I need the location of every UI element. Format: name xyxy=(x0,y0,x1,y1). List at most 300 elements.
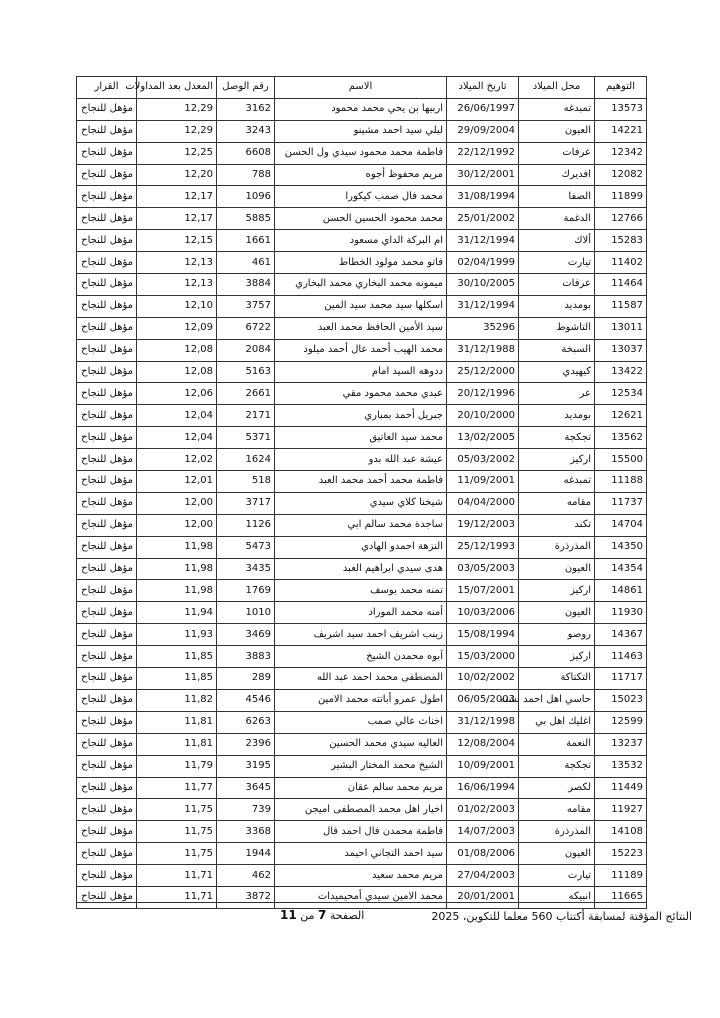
cell-receipt: 5371 xyxy=(217,427,275,449)
cell-avg: 12,17 xyxy=(137,186,217,208)
cell-code: 15500 xyxy=(595,449,647,471)
table-row xyxy=(77,142,647,164)
cell-decision: مؤهل للنجاح xyxy=(77,339,137,361)
cell-avg: 12,04 xyxy=(137,405,217,427)
cell-dob: 01/08/2006 xyxy=(447,843,519,865)
table-row xyxy=(77,821,647,843)
cell-decision: مؤهل للنجاح xyxy=(77,558,137,580)
cell-decision: مؤهل للنجاح xyxy=(77,295,137,317)
cell-birthplace: حاسي اهل احمد بشنه xyxy=(519,689,595,711)
cell-code: 15283 xyxy=(595,230,647,252)
cell-avg: 11,75 xyxy=(137,843,217,865)
cell-avg: 11,77 xyxy=(137,777,217,799)
cell-receipt: 6608 xyxy=(217,142,275,164)
cell-name: ميمونه محمد البخاري محمد البخاري xyxy=(275,274,447,296)
cell-receipt: 5163 xyxy=(217,361,275,383)
table-row xyxy=(77,755,647,777)
table-row xyxy=(77,252,647,274)
cell-dob: 20/10/2000 xyxy=(447,405,519,427)
cell-name: المصطفى محمد احمد عبد الله xyxy=(275,668,447,690)
cell-birthplace: مقامه xyxy=(519,799,595,821)
cell-avg: 12,04 xyxy=(137,427,217,449)
cell-birthplace: عرفات xyxy=(519,274,595,296)
cell-decision: مؤهل للنجاح xyxy=(77,711,137,733)
cell-dob: 29/09/2004 xyxy=(447,120,519,142)
cell-avg: 12,17 xyxy=(137,208,217,230)
cell-avg: 11,71 xyxy=(137,886,217,908)
table-row xyxy=(77,230,647,252)
cell-avg: 12,00 xyxy=(137,492,217,514)
cell-code: 11930 xyxy=(595,602,647,624)
cell-decision: مؤهل للنجاح xyxy=(77,755,137,777)
cell-dob: 16/06/1994 xyxy=(447,777,519,799)
cell-receipt: 5885 xyxy=(217,208,275,230)
cell-birthplace: تمبدغه xyxy=(519,471,595,493)
cell-decision: مؤهل للنجاح xyxy=(77,449,137,471)
cell-avg: 12,13 xyxy=(137,274,217,296)
table-row xyxy=(77,471,647,493)
cell-name: مريم محفوظ أجوه xyxy=(275,164,447,186)
cell-name: عيشة عبد الله بدو xyxy=(275,449,447,471)
table-row xyxy=(77,120,647,142)
cell-code: 11402 xyxy=(595,252,647,274)
cell-dob: 22/12/1992 xyxy=(447,142,519,164)
cell-dob: 31/12/1994 xyxy=(447,295,519,317)
table-row xyxy=(77,624,647,646)
cell-avg: 12,29 xyxy=(137,120,217,142)
table-row xyxy=(77,405,647,427)
cell-receipt: 2084 xyxy=(217,339,275,361)
cell-dob: 03/05/2003 xyxy=(447,558,519,580)
cell-decision: مؤهل للنجاح xyxy=(77,886,137,908)
cell-birthplace: تجكجة xyxy=(519,427,595,449)
cell-avg: 11,85 xyxy=(137,668,217,690)
table-row xyxy=(77,317,647,339)
cell-code: 15023 xyxy=(595,689,647,711)
cell-decision: مؤهل للنجاح xyxy=(77,777,137,799)
page-total: 11 xyxy=(280,908,297,922)
cell-name: زينب اشريف احمد سيد اشريف xyxy=(275,624,447,646)
table-row xyxy=(77,383,647,405)
table-row xyxy=(77,646,647,668)
cell-name: محمد سيد العاتيق xyxy=(275,427,447,449)
table-row xyxy=(77,711,647,733)
cell-code: 11665 xyxy=(595,886,647,908)
cell-decision: مؤهل للنجاح xyxy=(77,471,137,493)
table-row xyxy=(77,865,647,887)
cell-code: 13237 xyxy=(595,733,647,755)
cell-dob: 01/02/2003 xyxy=(447,799,519,821)
cell-receipt: 3162 xyxy=(217,98,275,120)
cell-birthplace: عرفات xyxy=(519,142,595,164)
cell-birthplace: لكصر xyxy=(519,777,595,799)
cell-birthplace: تجكجة xyxy=(519,755,595,777)
cell-receipt: 6263 xyxy=(217,711,275,733)
table-row xyxy=(77,668,647,690)
cell-name: ساجدة محمد سالم ابي xyxy=(275,514,447,536)
table-body xyxy=(77,98,647,908)
table-row xyxy=(77,536,647,558)
cell-name: اخناث عالي صمب xyxy=(275,711,447,733)
cell-name: فاطمة محمد أحمد محمد العبد xyxy=(275,471,447,493)
cell-receipt: 3757 xyxy=(217,295,275,317)
table-row xyxy=(77,580,647,602)
cell-receipt: 2171 xyxy=(217,405,275,427)
cell-receipt: 1944 xyxy=(217,843,275,865)
cell-dob: 10/09/2001 xyxy=(447,755,519,777)
cell-receipt: 3195 xyxy=(217,755,275,777)
cell-name: شيخنا كلاي سيدي xyxy=(275,492,447,514)
cell-dob: 20/12/1996 xyxy=(447,383,519,405)
column-header-name: الاسم xyxy=(275,77,447,99)
cell-dob: 10/02/2002 xyxy=(447,668,519,690)
cell-name: محمد الهيب أحمد عال أحمد ميلود xyxy=(275,339,447,361)
cell-decision: مؤهل للنجاح xyxy=(77,164,137,186)
cell-dob: 25/01/2002 xyxy=(447,208,519,230)
cell-decision: مؤهل للنجاح xyxy=(77,843,137,865)
cell-avg: 11,98 xyxy=(137,558,217,580)
cell-dob: 15/07/2001 xyxy=(447,580,519,602)
cell-receipt: 3645 xyxy=(217,777,275,799)
cell-receipt: 3884 xyxy=(217,274,275,296)
cell-name: آبوه محمدن الشيخ xyxy=(275,646,447,668)
table-row xyxy=(77,514,647,536)
cell-name: الشيخ محمد المختار البشير xyxy=(275,755,447,777)
table-row xyxy=(77,295,647,317)
cell-dob: 11/09/2001 xyxy=(447,471,519,493)
cell-decision: مؤهل للنجاح xyxy=(77,799,137,821)
cell-decision: مؤهل للنجاح xyxy=(77,536,137,558)
cell-dob: 31/12/1998 xyxy=(447,711,519,733)
cell-name: اسكلها سيد محمد سيد المين xyxy=(275,295,447,317)
footer-divider xyxy=(76,902,646,903)
cell-decision: مؤهل للنجاح xyxy=(77,230,137,252)
cell-avg: 12,29 xyxy=(137,98,217,120)
cell-birthplace: المذرذرة xyxy=(519,821,595,843)
cell-decision: مؤهل للنجاح xyxy=(77,274,137,296)
cell-receipt: 1010 xyxy=(217,602,275,624)
cell-dob: 25/12/1993 xyxy=(447,536,519,558)
cell-avg: 12,06 xyxy=(137,383,217,405)
cell-receipt: 1769 xyxy=(217,580,275,602)
cell-receipt: 1126 xyxy=(217,514,275,536)
cell-code: 11717 xyxy=(595,668,647,690)
cell-code: 11449 xyxy=(595,777,647,799)
table-row xyxy=(77,689,647,711)
cell-code: 14354 xyxy=(595,558,647,580)
cell-birthplace: انبيكه xyxy=(519,886,595,908)
cell-receipt: 1661 xyxy=(217,230,275,252)
cell-code: 12534 xyxy=(595,383,647,405)
cell-dob: 12/08/2004 xyxy=(447,733,519,755)
cell-receipt: 3368 xyxy=(217,821,275,843)
cell-code: 14704 xyxy=(595,514,647,536)
cell-birthplace: الدغمة xyxy=(519,208,595,230)
cell-avg: 12,20 xyxy=(137,164,217,186)
cell-name: العاليه سيدي محمد الحسين xyxy=(275,733,447,755)
table-row xyxy=(77,843,647,865)
cell-dob: 35296 xyxy=(447,317,519,339)
cell-birthplace: تمبدغه xyxy=(519,98,595,120)
cell-receipt: 461 xyxy=(217,252,275,274)
cell-code: 11927 xyxy=(595,799,647,821)
cell-receipt: 6722 xyxy=(217,317,275,339)
cell-name: ددوهه السيد امام xyxy=(275,361,447,383)
cell-decision: مؤهل للنجاح xyxy=(77,602,137,624)
cell-dob: 31/08/1994 xyxy=(447,186,519,208)
cell-dob: 20/01/2001 xyxy=(447,886,519,908)
cell-avg: 11,75 xyxy=(137,799,217,821)
cell-avg: 12,09 xyxy=(137,317,217,339)
cell-dob: 26/06/1997 xyxy=(447,98,519,120)
cell-birthplace: اركيز xyxy=(519,580,595,602)
page-indicator xyxy=(280,908,364,922)
table-row xyxy=(77,799,647,821)
cell-decision: مؤهل للنجاح xyxy=(77,405,137,427)
cell-birthplace: العيون xyxy=(519,558,595,580)
cell-avg: 12,08 xyxy=(137,361,217,383)
cell-receipt: 2661 xyxy=(217,383,275,405)
cell-birthplace: اركيز xyxy=(519,646,595,668)
cell-decision: مؤهل للنجاح xyxy=(77,142,137,164)
cell-avg: 12,02 xyxy=(137,449,217,471)
cell-decision: مؤهل للنجاح xyxy=(77,492,137,514)
table-row xyxy=(77,339,647,361)
page-label: الصفحة xyxy=(329,909,365,922)
cell-birthplace: ألاك xyxy=(519,230,595,252)
cell-avg: 11,71 xyxy=(137,865,217,887)
cell-avg: 11,81 xyxy=(137,733,217,755)
cell-decision: مؤهل للنجاح xyxy=(77,514,137,536)
cell-birthplace: التكتاكة xyxy=(519,668,595,690)
cell-birthplace: مقامه xyxy=(519,492,595,514)
cell-dob: 06/05/2003 xyxy=(447,689,519,711)
cell-name: مريم محمد سالم عقان xyxy=(275,777,447,799)
cell-code: 14350 xyxy=(595,536,647,558)
cell-decision: مؤهل للنجاح xyxy=(77,646,137,668)
cell-decision: مؤهل للنجاح xyxy=(77,668,137,690)
cell-code: 12082 xyxy=(595,164,647,186)
column-header-avg: المعدل بعد المداولات xyxy=(137,77,217,99)
cell-receipt: 3872 xyxy=(217,886,275,908)
cell-avg: 11,79 xyxy=(137,755,217,777)
cell-code: 13037 xyxy=(595,339,647,361)
cell-receipt: 788 xyxy=(217,164,275,186)
cell-dob: 15/03/2000 xyxy=(447,646,519,668)
cell-name: عبدي محمد محمود مقي xyxy=(275,383,447,405)
column-header-dob: تاريخ الميلاد xyxy=(447,77,519,99)
cell-dob: 13/02/2005 xyxy=(447,427,519,449)
cell-name: فاتو محمد مولود الخطاط xyxy=(275,252,447,274)
cell-decision: مؤهل للنجاح xyxy=(77,317,137,339)
cell-name: اطول عمرو أباتته محمد الامين xyxy=(275,689,447,711)
cell-decision: مؤهل للنجاح xyxy=(77,252,137,274)
cell-decision: مؤهل للنجاح xyxy=(77,208,137,230)
page-number: 7 xyxy=(317,908,327,922)
cell-avg: 12,13 xyxy=(137,252,217,274)
cell-dob: 30/12/2001 xyxy=(447,164,519,186)
cell-receipt: 3717 xyxy=(217,492,275,514)
cell-name: سيد احمد التجاني احيمد xyxy=(275,843,447,865)
cell-dob: 19/12/2003 xyxy=(447,514,519,536)
cell-code: 11463 xyxy=(595,646,647,668)
cell-name: سيد الأمين الحافظ محمد العبد xyxy=(275,317,447,339)
cell-name: محمد الامين سيدي أمحيميدات xyxy=(275,886,447,908)
cell-dob: 10/03/2006 xyxy=(447,602,519,624)
table-row xyxy=(77,449,647,471)
cell-code: 11464 xyxy=(595,274,647,296)
cell-code: 13562 xyxy=(595,427,647,449)
cell-birthplace: بومديد xyxy=(519,405,595,427)
cell-birthplace: المذرذرة xyxy=(519,536,595,558)
cell-avg: 11,75 xyxy=(137,821,217,843)
cell-code: 14108 xyxy=(595,821,647,843)
column-header-decision: القرار xyxy=(77,77,137,99)
cell-name: محمد فال صمب كيكورا xyxy=(275,186,447,208)
cell-birthplace: تكند xyxy=(519,514,595,536)
table-row xyxy=(77,733,647,755)
cell-birthplace: العيون xyxy=(519,843,595,865)
cell-birthplace: التاشوط xyxy=(519,317,595,339)
cell-dob: 02/04/1999 xyxy=(447,252,519,274)
cell-receipt: 3243 xyxy=(217,120,275,142)
cell-decision: مؤهل للنجاح xyxy=(77,120,137,142)
cell-birthplace: عر xyxy=(519,383,595,405)
column-header-birthplace: محل الميلاد xyxy=(519,77,595,99)
cell-birthplace: العيون xyxy=(519,602,595,624)
table-row xyxy=(77,492,647,514)
cell-avg: 12,08 xyxy=(137,339,217,361)
cell-decision: مؤهل للنجاح xyxy=(77,361,137,383)
table-row xyxy=(77,164,647,186)
results-table xyxy=(76,76,647,909)
cell-code: 14221 xyxy=(595,120,647,142)
cell-dob: 25/12/2000 xyxy=(447,361,519,383)
cell-name: مريم محمد سعيد xyxy=(275,865,447,887)
cell-birthplace: اغليك اهل بي xyxy=(519,711,595,733)
cell-dob: 30/10/2005 xyxy=(447,274,519,296)
cell-code: 13573 xyxy=(595,98,647,120)
cell-avg: 11,85 xyxy=(137,646,217,668)
cell-decision: مؤهل للنجاح xyxy=(77,383,137,405)
table-row xyxy=(77,427,647,449)
cell-dob: 31/12/1994 xyxy=(447,230,519,252)
cell-dob: 14/07/2003 xyxy=(447,821,519,843)
cell-decision: مؤهل للنجاح xyxy=(77,865,137,887)
cell-decision: مؤهل للنجاح xyxy=(77,821,137,843)
cell-dob: 15/08/1994 xyxy=(447,624,519,646)
table-row xyxy=(77,602,647,624)
cell-avg: 11,98 xyxy=(137,536,217,558)
cell-decision: مؤهل للنجاح xyxy=(77,733,137,755)
cell-dob: 27/04/2003 xyxy=(447,865,519,887)
cell-code: 13011 xyxy=(595,317,647,339)
cell-code: 14367 xyxy=(595,624,647,646)
cell-name: محمد محمود الحسين الحسن xyxy=(275,208,447,230)
cell-birthplace: بومديد xyxy=(519,295,595,317)
cell-receipt: 289 xyxy=(217,668,275,690)
cell-birthplace: العيون xyxy=(519,120,595,142)
cell-decision: مؤهل للنجاح xyxy=(77,689,137,711)
table-row xyxy=(77,98,647,120)
cell-birthplace: افديرك xyxy=(519,164,595,186)
cell-decision: مؤهل للنجاح xyxy=(77,186,137,208)
cell-receipt: 3883 xyxy=(217,646,275,668)
cell-avg: 12,15 xyxy=(137,230,217,252)
cell-code: 12621 xyxy=(595,405,647,427)
cell-avg: 12,00 xyxy=(137,514,217,536)
cell-birthplace: تيارت xyxy=(519,252,595,274)
cell-name: تمنه محمد يوسف xyxy=(275,580,447,602)
cell-receipt: 3435 xyxy=(217,558,275,580)
cell-avg: 11,93 xyxy=(137,624,217,646)
cell-code: 12342 xyxy=(595,142,647,164)
table-header-row xyxy=(77,77,647,99)
cell-code: 14861 xyxy=(595,580,647,602)
cell-decision: مؤهل للنجاح xyxy=(77,624,137,646)
cell-name: فاطمة محمدن فال احمد فال xyxy=(275,821,447,843)
cell-birthplace: السبخة xyxy=(519,339,595,361)
cell-receipt: 4546 xyxy=(217,689,275,711)
cell-code: 12599 xyxy=(595,711,647,733)
cell-code: 11899 xyxy=(595,186,647,208)
cell-name: اربيها بن يحي محمد محمود xyxy=(275,98,447,120)
cell-name: فاطمة محمد محمود سيدي ول الحسن xyxy=(275,142,447,164)
table-row xyxy=(77,361,647,383)
table-row xyxy=(77,274,647,296)
cell-birthplace: تيارت xyxy=(519,865,595,887)
cell-dob: 04/04/2000 xyxy=(447,492,519,514)
table-row xyxy=(77,186,647,208)
cell-receipt: 739 xyxy=(217,799,275,821)
cell-avg: 12,01 xyxy=(137,471,217,493)
cell-name: هدى سيدي ابراهيم العبد xyxy=(275,558,447,580)
cell-birthplace: الصفا xyxy=(519,186,595,208)
cell-dob: 31/12/1988 xyxy=(447,339,519,361)
cell-birthplace: اركيز xyxy=(519,449,595,471)
cell-avg: 11,94 xyxy=(137,602,217,624)
cell-code: 13532 xyxy=(595,755,647,777)
footer-title: النتائج المؤقتة لمسابقة أكتتاب 560 معلما للتكوين، 2025 xyxy=(431,910,692,923)
table-row xyxy=(77,777,647,799)
cell-receipt: 1624 xyxy=(217,449,275,471)
cell-code: 11189 xyxy=(595,865,647,887)
page-of-label: من xyxy=(300,909,315,922)
table-row xyxy=(77,558,647,580)
cell-code: 15223 xyxy=(595,843,647,865)
cell-receipt: 518 xyxy=(217,471,275,493)
cell-code: 11188 xyxy=(595,471,647,493)
cell-name: النزهة احمدو الهادي xyxy=(275,536,447,558)
cell-name: اخيار اهل محمد المصطفى اميجن xyxy=(275,799,447,821)
cell-name: جبريل أحمد بمباري xyxy=(275,405,447,427)
table-row xyxy=(77,886,647,908)
cell-receipt: 462 xyxy=(217,865,275,887)
cell-avg: 12,10 xyxy=(137,295,217,317)
cell-name: ليلي سيد احمد مشينو xyxy=(275,120,447,142)
cell-receipt: 1096 xyxy=(217,186,275,208)
table-row xyxy=(77,208,647,230)
cell-decision: مؤهل للنجاح xyxy=(77,98,137,120)
cell-receipt: 5473 xyxy=(217,536,275,558)
cell-dob: 05/03/2002 xyxy=(447,449,519,471)
cell-code: 11587 xyxy=(595,295,647,317)
cell-code: 12766 xyxy=(595,208,647,230)
cell-avg: 11,81 xyxy=(137,711,217,733)
cell-code: 11737 xyxy=(595,492,647,514)
cell-code: 13422 xyxy=(595,361,647,383)
cell-name: ام البركة الداي مسعود xyxy=(275,230,447,252)
